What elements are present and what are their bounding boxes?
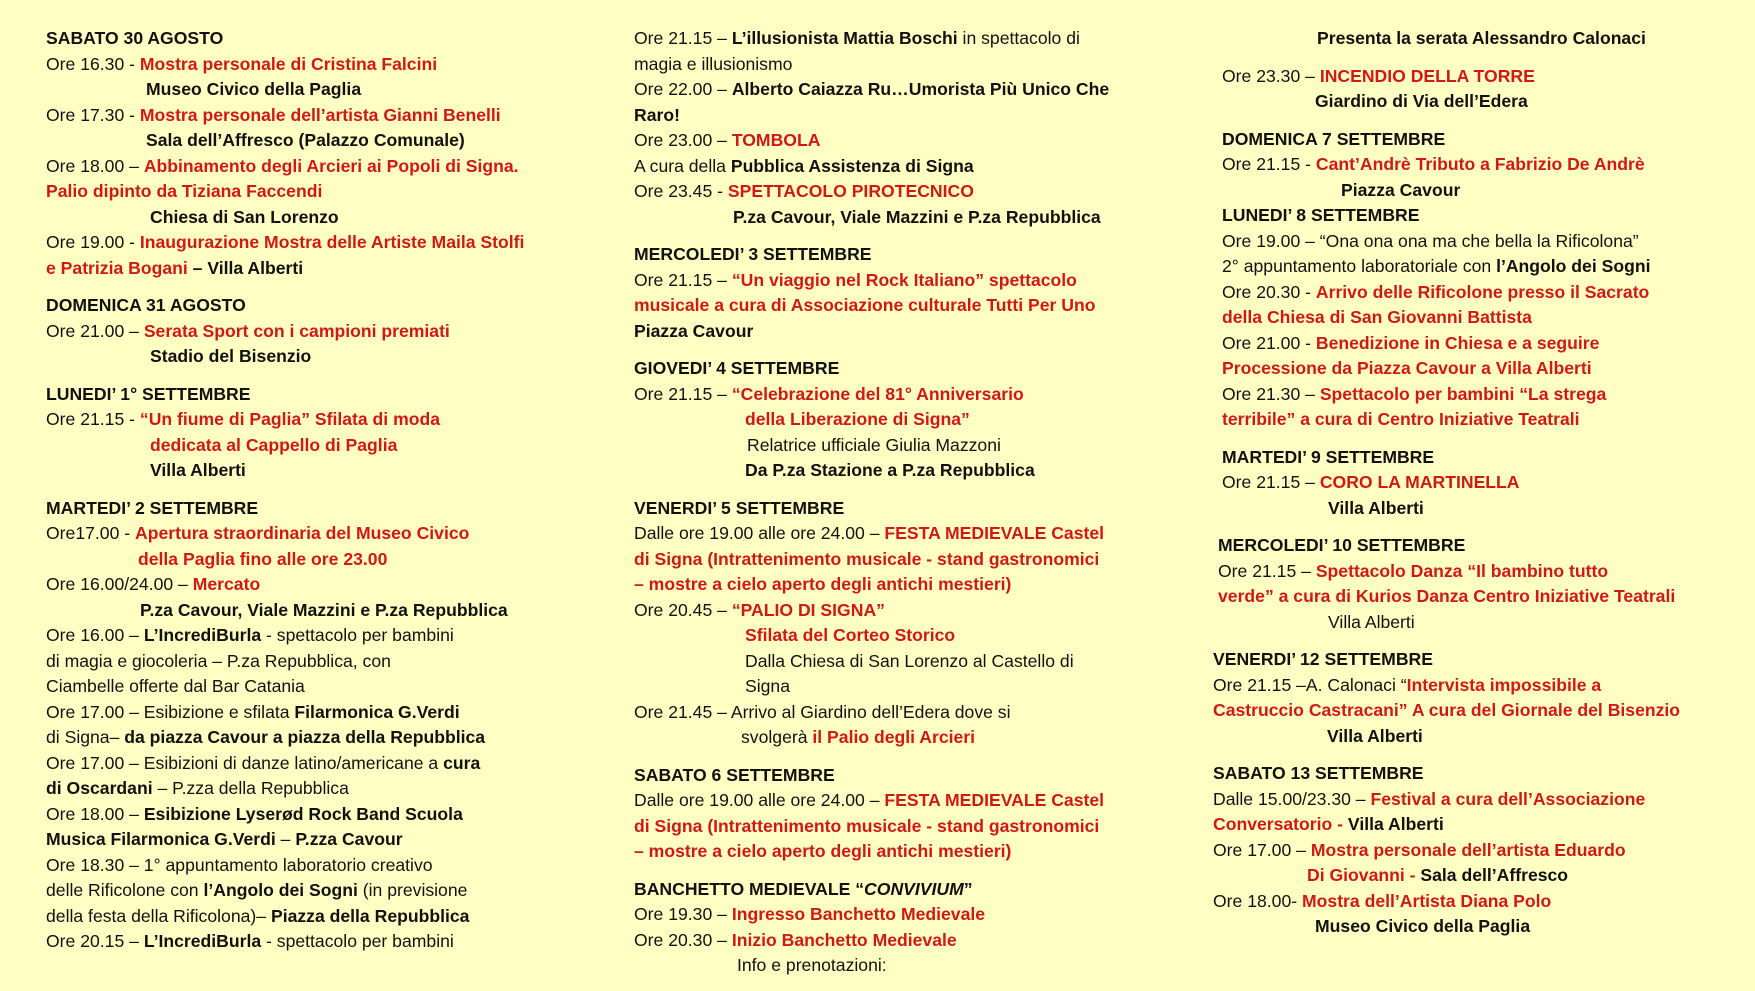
event-title: Spettacolo per bambini “La strega <box>1319 383 1607 404</box>
event-line <box>1213 673 1713 699</box>
event-line <box>634 433 1124 459</box>
event-time-text: Villa Alberti <box>1328 611 1415 632</box>
schedule-day-block <box>634 496 1124 751</box>
event-time-text: Ore 16.00/24.00 – <box>46 574 193 594</box>
event-time-text: – <box>275 829 296 849</box>
event-line <box>1213 838 1713 864</box>
event-time-text: - spettacolo per bambini <box>261 931 454 951</box>
event-line <box>46 128 566 154</box>
event-line <box>634 77 1124 103</box>
event-title: – mostre a cielo aperto degli antichi mestieri) <box>634 841 1012 861</box>
event-time-text: Ore 21.15 – <box>1218 560 1316 581</box>
event-venue: L’IncrediBurla <box>143 625 262 645</box>
event-line <box>46 929 566 955</box>
schedule-day-block <box>1213 26 1713 52</box>
day-heading: BANCHETTO MEDIEVALE “CONVIVIUM” <box>634 878 973 899</box>
event-time-text: Ore 21.15 –A. Calonaci “ <box>1213 674 1407 695</box>
event-title: Cant’Andrè Tributo a Fabrizio De Andrè <box>1315 154 1645 174</box>
event-title: CORO LA MARTINELLA <box>1319 472 1520 492</box>
event-time-text: Ore 18.00 – <box>46 803 144 824</box>
event-time-text: Ore 18.00- <box>1213 890 1302 911</box>
event-line <box>634 928 1124 954</box>
event-time-text: Ore 19.30 – <box>634 904 732 924</box>
event-time-text: A cura della <box>634 155 731 176</box>
event-line <box>46 458 566 484</box>
event-venue: Alberto Caiazza Ru…Umorista Più Unico Che <box>731 79 1110 99</box>
event-title: TOMBOLA <box>731 130 821 150</box>
event-venue: Pubblica Assistenza di Signa <box>730 155 974 176</box>
event-time-text: in spettacolo di <box>957 28 1080 48</box>
day-heading: DOMENICA 31 AGOSTO <box>46 295 246 315</box>
event-line <box>634 382 1124 408</box>
event-title: Festival a cura dell’Associazione <box>1370 788 1646 809</box>
event-line <box>46 103 566 129</box>
day-heading: MERCOLEDI’ 10 SETTEMBRE <box>1218 535 1466 555</box>
day-heading: VENERDI’ 5 SETTEMBRE <box>634 497 845 518</box>
event-line <box>634 700 1124 726</box>
event-title: Mostra personale dell’artista Eduardo <box>1310 839 1626 860</box>
event-line <box>46 700 566 726</box>
event-time-text: Ore17.00 - <box>46 523 135 543</box>
event-line <box>634 649 1124 675</box>
event-line <box>46 649 566 675</box>
event-time-text: Ore 21.15 - <box>46 409 140 429</box>
event-time-text: Ore 23.30 – <box>1222 65 1320 86</box>
event-time-text: Ore 21.15 – <box>1222 472 1320 492</box>
event-venue: di Oscardani <box>46 778 153 798</box>
event-line <box>46 52 566 78</box>
event-line <box>1213 305 1713 331</box>
event-venue: L’IncrediBurla <box>143 931 262 951</box>
day-heading: MARTEDI’ 2 SETTEMBRE <box>46 497 259 518</box>
event-time-text: Ore 21.15 – <box>634 269 732 290</box>
day-heading: MERCOLEDI’ 3 SETTEMBRE <box>634 244 872 264</box>
event-venue: da piazza Cavour a piazza della Repubblica <box>124 727 486 747</box>
event-time-text: delle Rificolone con <box>46 880 204 900</box>
event-time-text: Ore 17.00 – Esibizioni di danze latino/americane a <box>46 752 444 773</box>
event-line <box>1213 610 1713 636</box>
event-line <box>634 128 1124 154</box>
event-title: Serata Sport con i campioni premiati <box>143 320 450 341</box>
event-line <box>46 319 566 345</box>
event-title: FESTA MEDIEVALE Castel <box>884 523 1105 543</box>
day-heading: LUNEDI’ 1° SETTEMBRE <box>46 383 251 404</box>
event-title: Mostra personale dell’artista Gianni Benelli <box>139 104 501 125</box>
event-line <box>46 751 566 777</box>
event-line <box>1213 331 1713 357</box>
schedule-day-block <box>634 26 1124 230</box>
convivium-title: CONVIVIUM <box>864 878 964 899</box>
event-venue: LUNEDI’ 8 SETTEMBRE <box>1222 205 1420 225</box>
event-time-text: Ore 17.30 - <box>46 104 140 125</box>
schedule-day-block <box>634 242 1124 344</box>
event-title: Palio dipinto da Tiziana Faccendi <box>46 181 323 201</box>
event-time-text: di magia e giocoleria – P.za Repubblica, con <box>46 650 391 671</box>
event-time-text: Dalla Chiesa di San Lorenzo al Castello di <box>745 650 1074 671</box>
event-venue: Giardino di Via dell’Edera <box>1315 91 1528 111</box>
event-venue: Chiesa di San Lorenzo <box>150 206 339 227</box>
event-time-text: Info e prenotazioni: <box>737 955 887 975</box>
event-title: Intervista impossibile a <box>1406 674 1602 695</box>
event-line <box>46 674 566 700</box>
event-venue: Villa Alberti <box>150 460 246 480</box>
event-title: musicale a cura di Associazione culturale Tutti Per Uno <box>634 295 1096 315</box>
schedule-day-block <box>46 293 566 370</box>
event-line <box>1213 26 1713 52</box>
event-line <box>1213 698 1713 724</box>
event-time-text: Ore 16.30 - <box>46 53 140 74</box>
schedule-day-block <box>634 356 1124 484</box>
event-line <box>634 547 1124 573</box>
event-line <box>46 598 566 624</box>
event-line <box>634 953 1124 979</box>
event-venue: Piazza Cavour <box>1341 179 1461 200</box>
event-title: FESTA MEDIEVALE Castel <box>884 790 1105 810</box>
event-line <box>1213 254 1713 280</box>
event-time-text: magia e illusionismo <box>634 53 793 74</box>
event-line <box>634 674 1124 700</box>
event-title: dedicata al Cappello di Paglia <box>150 434 398 455</box>
event-line <box>46 77 566 103</box>
event-title: di Signa (Intrattenimento musicale - stand gastronomici <box>634 548 1100 569</box>
event-title: Ingresso Banchetto Medievale <box>731 904 986 924</box>
event-time-text: Ore 18.00 – <box>46 155 144 176</box>
event-title: Di Giovanni - <box>1307 865 1421 885</box>
event-title: Benedizione in Chiesa e a seguire <box>1315 332 1600 353</box>
event-line <box>1213 152 1713 178</box>
event-line <box>634 293 1124 319</box>
event-line <box>46 179 566 205</box>
event-line <box>46 230 566 256</box>
event-time-text: Ore 16.00 – <box>46 625 144 645</box>
event-venue: Raro! <box>634 104 680 125</box>
program-column-2 <box>634 26 1124 991</box>
event-time-text: della festa della Rificolona)– <box>46 905 271 926</box>
schedule-day-block <box>1213 647 1713 749</box>
event-time-text: Ore 21.00 – <box>46 320 144 341</box>
event-line <box>634 52 1124 78</box>
event-line <box>634 814 1124 840</box>
event-line <box>1213 64 1713 90</box>
event-line <box>634 103 1124 129</box>
event-line <box>46 256 566 282</box>
event-time-text: Ore 21.15 – <box>634 383 732 404</box>
event-venue: Sala dell’Affresco <box>1420 865 1569 885</box>
event-line <box>634 839 1124 865</box>
event-venue: Stadio del Bisenzio <box>150 346 312 366</box>
event-line <box>1213 382 1713 408</box>
day-heading: DOMENICA 7 SETTEMBRE <box>1222 128 1446 149</box>
event-time-text: Ore 21.45 – Arrivo al Giardino dell’Edera dove si <box>634 701 1011 722</box>
event-title: Mercato <box>192 574 261 594</box>
event-line <box>634 319 1124 345</box>
event-title: Spettacolo Danza “Il bambino tutto <box>1315 560 1609 581</box>
event-line <box>634 205 1124 231</box>
event-venue: Museo Civico della Paglia <box>146 79 362 99</box>
event-time-text: – P.zza della Repubblica <box>152 778 349 798</box>
event-line <box>634 268 1124 294</box>
event-title: e Patrizia Bogani <box>46 257 188 278</box>
event-line <box>634 788 1124 814</box>
event-line <box>1213 203 1713 229</box>
schedule-day-block <box>634 877 1124 979</box>
event-line <box>634 598 1124 624</box>
event-time-text: Ore 22.00 – <box>634 79 732 99</box>
event-title: “Un fiume di Paglia” Sfilata di moda <box>139 409 441 429</box>
event-line <box>1213 496 1713 522</box>
event-venue: Esibizione Lyserød Rock Band Scuola <box>143 803 463 824</box>
event-time-text: 2° appuntamento laboratoriale con <box>1222 256 1497 276</box>
event-line <box>1213 407 1713 433</box>
event-title: della Chiesa di San Giovanni Battista <box>1222 307 1532 327</box>
event-time-text: Ore 18.30 – 1° appuntamento laboratorio creativo <box>46 854 433 875</box>
event-line <box>46 776 566 802</box>
event-venue: cura <box>443 752 481 773</box>
event-line <box>1213 787 1713 813</box>
event-line <box>1213 889 1713 915</box>
event-venue: Museo Civico della Paglia <box>1315 916 1531 936</box>
event-venue: Sala dell’Affresco (Palazzo Comunale) <box>146 130 465 150</box>
event-title: Inaugurazione Mostra delle Artiste Maila Stolfi <box>139 232 525 252</box>
event-line <box>1213 724 1713 750</box>
event-line <box>46 904 566 930</box>
event-title: Mostra personale di Cristina Falcini <box>139 53 438 74</box>
event-line <box>634 725 1124 751</box>
event-venue: Piazza della Repubblica <box>270 905 470 926</box>
event-line <box>1213 229 1713 255</box>
event-venue: L’illusionista Mattia Boschi <box>731 28 958 48</box>
event-time-text: Dalle 15.00/23.30 – <box>1213 788 1371 809</box>
event-line <box>1213 178 1713 204</box>
event-time-text: Ore 19.00 – “Ona ona ona ma che bella la Rificolona” <box>1222 230 1639 251</box>
event-line <box>46 725 566 751</box>
event-line <box>1213 863 1713 889</box>
schedule-day-block <box>1213 533 1713 635</box>
event-time-text: Ciambelle offerte dal Bar Catania <box>46 676 305 696</box>
event-venue: l’Angolo dei Sogni <box>203 880 358 900</box>
event-title: della Paglia fino alle ore 23.00 <box>138 548 388 569</box>
schedule-day-block <box>1213 445 1713 522</box>
event-line <box>1213 280 1713 306</box>
program-column-3 <box>1213 26 1713 952</box>
event-time-text: svolgerà <box>741 727 813 747</box>
event-time-text: Ore 17.00 – <box>1213 839 1311 860</box>
event-line <box>46 154 566 180</box>
event-line <box>634 407 1124 433</box>
event-title: Sfilata del Corteo Storico <box>745 625 956 645</box>
event-time-text: Dalle ore 19.00 alle ore 24.00 – <box>634 790 885 810</box>
schedule-day-block <box>46 496 566 955</box>
event-title: “Un viaggio nel Rock Italiano” spettacolo <box>731 269 1077 290</box>
event-line <box>46 572 566 598</box>
event-title: della Liberazione di Signa” <box>745 409 970 429</box>
event-venue: Musica Filarmonica G.Verdi <box>46 829 276 849</box>
event-title: “PALIO DI SIGNA” <box>731 599 885 620</box>
event-line <box>46 521 566 547</box>
schedule-day-block <box>1213 64 1713 115</box>
event-time-text: di Signa– <box>46 727 125 747</box>
event-title: di Signa (Intrattenimento musicale - stand gastronomici <box>634 815 1100 836</box>
event-time-text: Ore 17.00 – Esibizione e sfilata <box>46 701 295 722</box>
event-title: Abbinamento degli Arcieri ai Popoli di Signa. <box>143 155 519 176</box>
event-time-text: Ore 20.30 – <box>634 929 732 950</box>
day-heading: SABATO 13 SETTEMBRE <box>1213 763 1424 783</box>
event-venue: Villa Alberti <box>1327 725 1423 746</box>
event-title: Castruccio Castracani” A cura del Giornale del Bisenzio <box>1213 700 1681 720</box>
event-title: verde” a cura di Kurios Danza Centro Iniziative Teatrali <box>1218 586 1676 606</box>
event-title: Arrivo delle Rificolone presso il Sacrato <box>1315 281 1650 302</box>
day-heading: VENERDI’ 12 SETTEMBRE <box>1213 649 1433 669</box>
event-line <box>46 878 566 904</box>
event-title: Apertura straordinaria del Museo Civico <box>135 523 470 543</box>
event-time-text: Ore 20.15 – <box>46 931 144 951</box>
event-venue: Presenta la serata Alessandro Calonaci <box>1317 28 1646 48</box>
event-venue: P.zza Cavour <box>295 829 403 849</box>
event-venue: P.za Cavour, Viale Mazzini e P.za Repubblica <box>733 206 1101 227</box>
day-heading: SABATO 6 SETTEMBRE <box>634 764 835 785</box>
event-line <box>1213 812 1713 838</box>
event-line <box>634 902 1124 928</box>
event-venue: Piazza Cavour <box>634 320 754 341</box>
schedule-day-block <box>46 26 566 281</box>
event-time-text: Signa <box>745 676 790 696</box>
event-time-text: Ore 19.00 - <box>46 232 140 252</box>
event-title: il Palio degli Arcieri <box>812 727 976 747</box>
event-venue: Villa Alberti <box>1347 814 1444 834</box>
event-title: SPETTACOLO PIROTECNICO <box>727 181 974 201</box>
event-venue: P.za Cavour, Viale Mazzini e P.za Repubblica <box>140 599 508 620</box>
day-heading: MARTEDI’ 9 SETTEMBRE <box>1222 446 1435 467</box>
event-line <box>46 547 566 573</box>
event-line <box>634 179 1124 205</box>
event-line <box>634 154 1124 180</box>
event-title: Inizio Banchetto Medievale <box>731 929 957 950</box>
event-time-text: Relatrice ufficiale Giulia Mazzoni <box>747 434 1001 455</box>
event-venue: Filarmonica G.Verdi <box>294 701 460 722</box>
event-time-text: Ore 20.30 - <box>1222 281 1316 302</box>
event-venue: l’Angolo dei Sogni <box>1496 256 1651 276</box>
event-line <box>1213 470 1713 496</box>
event-line <box>46 827 566 853</box>
event-venue: Da P.za Stazione a P.za Repubblica <box>745 460 1035 480</box>
event-line <box>1213 914 1713 940</box>
schedule-day-block <box>46 382 566 484</box>
event-title: – mostre a cielo aperto degli antichi mestieri) <box>634 574 1012 594</box>
event-line <box>1213 559 1713 585</box>
event-title: “Celebrazione del 81° Anniversario <box>731 383 1024 404</box>
event-line <box>46 802 566 828</box>
schedule-day-block <box>1213 761 1713 940</box>
event-title: INCENDIO DELLA TORRE <box>1319 65 1535 86</box>
event-title: Conversatorio - <box>1213 814 1348 834</box>
event-time-text: Ore 21.15 - <box>1222 154 1316 174</box>
event-venue: Villa Alberti <box>1328 497 1424 518</box>
event-line <box>1213 89 1713 115</box>
day-heading: GIOVEDI’ 4 SETTEMBRE <box>634 358 840 378</box>
event-line <box>46 433 566 459</box>
event-title: Processione da Piazza Cavour a Villa Alberti <box>1222 358 1592 378</box>
event-line <box>46 344 566 370</box>
program-column-1 <box>46 26 566 967</box>
schedule-day-block <box>634 763 1124 865</box>
event-line <box>46 623 566 649</box>
event-line <box>1213 356 1713 382</box>
event-time-text: Ore 23.00 – <box>634 130 732 150</box>
event-line <box>46 407 566 433</box>
event-line <box>634 458 1124 484</box>
event-line <box>46 853 566 879</box>
day-heading: SABATO 30 AGOSTO <box>46 28 224 48</box>
event-title: terribile” a cura di Centro Iniziative Teatrali <box>1222 409 1580 429</box>
event-line <box>1213 584 1713 610</box>
event-time-text: Ore 21.30 – <box>1222 383 1320 404</box>
event-line <box>634 572 1124 598</box>
event-time-text: (in previsione <box>357 880 468 900</box>
event-time-text: - spettacolo per bambini <box>261 625 454 645</box>
event-title: Mostra dell’Artista Diana Polo <box>1302 890 1552 911</box>
event-time-text: Ore 21.15 – <box>634 28 732 48</box>
event-line <box>46 205 566 231</box>
event-venue: – Villa Alberti <box>187 257 304 278</box>
event-line <box>634 521 1124 547</box>
event-line <box>634 26 1124 52</box>
event-line <box>634 623 1124 649</box>
event-time-text: Ore 23.45 - <box>634 181 728 201</box>
event-time-text: Ore 21.00 - <box>1222 332 1316 353</box>
schedule-day-block <box>1213 127 1713 433</box>
event-time-text: Ore 20.45 – <box>634 599 732 620</box>
event-time-text: Dalle ore 19.00 alle ore 24.00 – <box>634 523 885 543</box>
